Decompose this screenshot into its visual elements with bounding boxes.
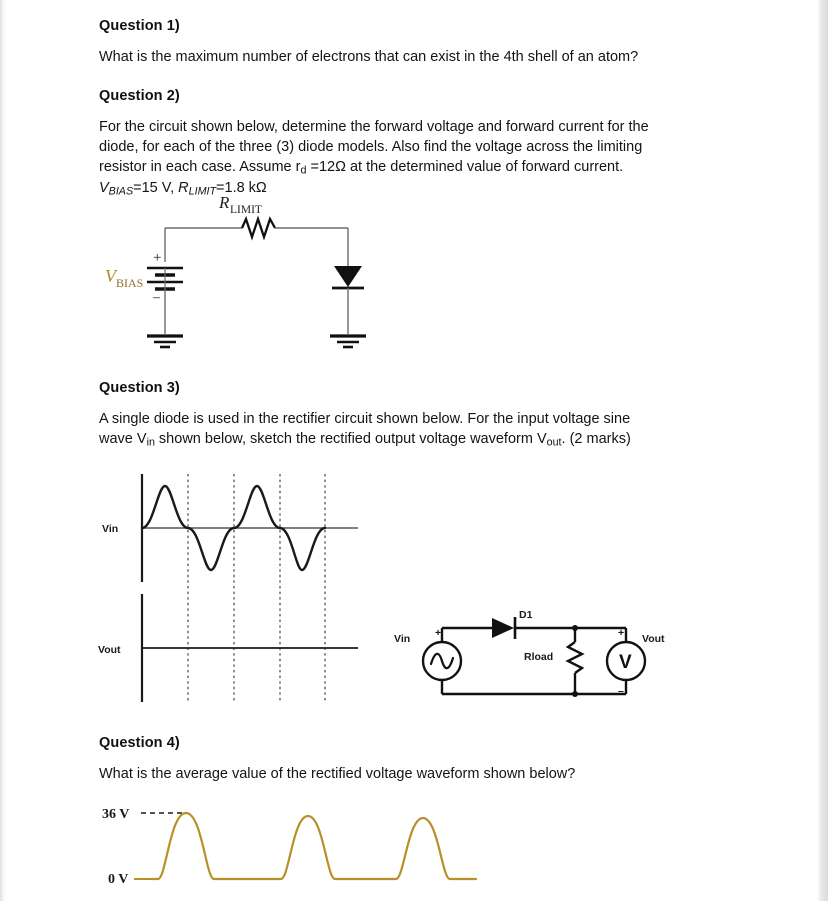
figure-bias-circuit	[99, 186, 399, 361]
rload-resistor-symbol	[568, 642, 582, 673]
meter-plus-sign: +	[618, 627, 625, 639]
question-1-heading: Question 1)	[99, 18, 180, 34]
battery-plus-sign: +	[153, 250, 162, 266]
battery-minus-sign: –	[153, 290, 160, 305]
source-plus-sign: +	[435, 627, 442, 639]
resistor-symbol	[242, 219, 275, 237]
rd-subscript: d	[300, 164, 307, 177]
vin-axis-label: Vin	[102, 523, 119, 535]
vout-subscript: out	[546, 436, 562, 449]
page-right-edge-shadow	[804, 0, 828, 901]
question-3-block	[99, 380, 739, 450]
question-1-block	[99, 18, 739, 67]
question-2-heading: Question 2)	[99, 88, 180, 104]
question-2-block	[99, 88, 739, 199]
figure-rectifier-circuit	[392, 606, 692, 706]
question-2-line-3a: resistor in each case. Assume r	[99, 159, 301, 175]
diode-d1-label: D1	[519, 609, 533, 621]
vbias-value: =15 V,	[133, 180, 179, 197]
ac-source-sine-glyph	[431, 654, 453, 668]
zero-voltage-label: 0 V	[108, 872, 129, 887]
question-4-heading: Question 4)	[99, 735, 180, 751]
question-3-line-1: A single diode is used in the rectifier circuit shown below. For the input voltage sine	[99, 411, 631, 427]
figure-rectified-waveform	[96, 796, 516, 901]
question-2-line-2: diode, for each of the three (3) diode models. Also find the voltage across the limiting	[99, 139, 643, 155]
diode-anode-triangle	[334, 266, 362, 287]
question-3-line-2b: shown below, sketch the rectified output voltage waveform V	[154, 431, 547, 447]
rlimit-value: =1.8 kΩ	[216, 180, 267, 197]
rectifier-vout-label: Vout	[642, 633, 665, 645]
question-3-body	[99, 409, 739, 450]
rectifier-vin-label: Vin	[394, 633, 411, 645]
peak-voltage-label: 36 V	[102, 807, 130, 822]
rectifier-circuit-svg	[392, 606, 692, 706]
bias-circuit-svg	[99, 186, 399, 361]
page-left-edge-shadow	[0, 0, 6, 901]
rectified-waveform-svg	[96, 796, 516, 901]
vin-subscript: in	[146, 436, 155, 449]
question-4-body: What is the average value of the rectified voltage waveform shown below?	[99, 766, 576, 782]
meter-minus-sign: –	[618, 685, 624, 697]
vout-axis-label: Vout	[98, 644, 121, 656]
rload-label: Rload	[524, 651, 554, 663]
rlimit-symbol: R	[178, 180, 189, 197]
question-3-line-2c: . (2 marks)	[561, 431, 631, 447]
question-2-line-1: For the circuit shown below, determine the forward voltage and forward current for the	[99, 119, 649, 135]
question-2-line-3b: =12Ω at the determined value of forward current.	[306, 159, 624, 175]
node-dot-rload-top	[572, 625, 578, 631]
vbias-subscript: BIAS	[108, 185, 134, 198]
figure-vin-vout-axes	[96, 466, 386, 706]
vin-vout-svg	[96, 466, 386, 706]
rlimit-label-main: R	[219, 193, 230, 212]
voltmeter-glyph: V	[619, 652, 632, 673]
rlimit-subscript: LIMIT	[188, 185, 217, 198]
rectified-voltage-trace	[151, 813, 476, 879]
vbias-label-main: V	[105, 266, 116, 286]
question-1-body: What is the maximum number of electrons that can exist in the 4th shell of an atom?	[99, 49, 639, 65]
vbias-symbol: V	[99, 180, 109, 197]
diode-d1-triangle	[492, 618, 514, 638]
question-4-block	[99, 735, 739, 784]
question-3-heading: Question 3)	[99, 380, 180, 396]
question-3-line-2a: wave V	[99, 431, 147, 447]
rlimit-label-sub: LIMIT	[230, 204, 262, 216]
vbias-label-sub: BIAS	[116, 276, 144, 290]
